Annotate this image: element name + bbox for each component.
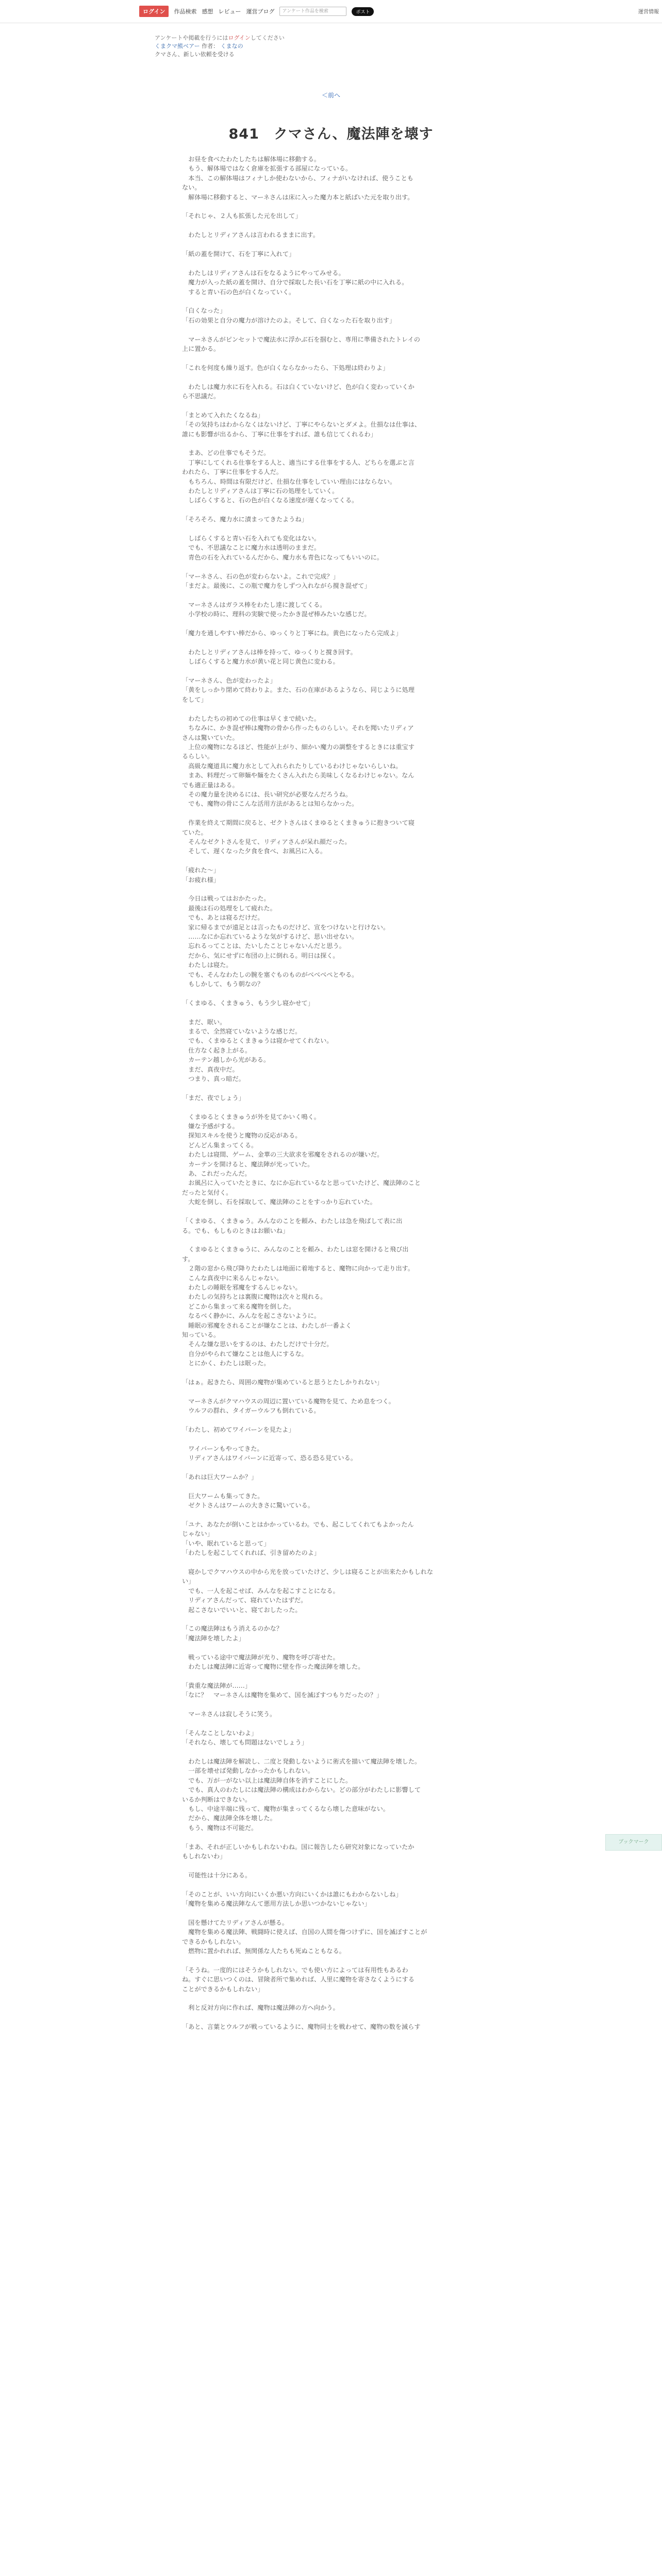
body-line: お昼を食べたわたしたちは解体場に移動する。 (182, 156, 321, 163)
notice-text-end: してください (250, 35, 285, 41)
body-line: わたしは魔力水に石を入れる。石は白くていないけど、色が白く変わっていくか (182, 383, 415, 391)
body-line: 「わたし、初めてワイバーンを見たよ」 (182, 1426, 295, 1433)
body-line: 利と反対方向に作れば、魔物は魔法陣の方へ向かう。 (182, 2004, 339, 2012)
body-line: ちなみに、かき混ぜ棒は魔物の骨から作ったものらしい。それを聞いたリディア (182, 724, 414, 732)
body-line: をして」 (182, 696, 207, 703)
paragraph-gap (182, 1861, 491, 1870)
body-line: わたしは寝た。 (182, 961, 233, 969)
paragraph-gap (182, 1416, 491, 1425)
body-line: そして、遅くなった夕食を食べ、お風呂に入る。 (182, 848, 327, 855)
body-line: 「まとめて入れたくなるね」 (182, 411, 264, 419)
body-line: いるか判断はできない。 (182, 1795, 252, 1803)
body-line: マーネさんがピンセットで魔法水に浮かぶ石を掴むと、専用に準備されたトレイの (182, 335, 420, 343)
body-line: 忘れるってことは、たいしたことじゃないんだと思う。 (182, 942, 345, 950)
body-line: わたしの睡眠を邪魔をするんじゃない。 (182, 1283, 302, 1291)
paragraph-gap (182, 638, 491, 647)
paragraph-gap (182, 297, 491, 306)
paragraph-gap (182, 202, 491, 211)
body-line: 魔物を集める魔法陣、戦闘時に使えば、自国の人間を傷つけずに、国を滅ぼすことが (182, 1928, 427, 1936)
paragraph-gap (182, 401, 491, 410)
paragraph-gap (182, 1719, 491, 1728)
body-line: 「白くなった」 (182, 307, 226, 315)
body-line: 「これを何度も繰り返す。色が白くならなかったら、下処理は終わりよ」 (182, 364, 389, 371)
work-title-link[interactable]: くまクマ熊ベアー (155, 43, 200, 49)
body-line: わたしとリディアさんは棒を持って、ゆっくりと撹き回す。 (182, 648, 357, 656)
body-line: 「いや、眠れていると思って」 (182, 1539, 270, 1547)
body-line: すると青い石の色が白くなっていく。 (182, 288, 295, 296)
paragraph-gap (182, 1615, 491, 1624)
body-line: だったと気付く。 (182, 1189, 233, 1196)
body-line: まだ、眠い。 (182, 1018, 226, 1026)
paragraph-gap (182, 885, 491, 894)
body-line: でも、万が一がない以上は魔法陣自体を消すことにした。 (182, 1776, 352, 1784)
top-navigation (0, 0, 662, 23)
body-line: じゃない」 (182, 1530, 213, 1538)
body-line: 戦っている途中で魔法陣が光り、魔物を呼び寄せた。 (182, 1653, 339, 1661)
body-line: 「まだ、夜でしょう」 (182, 1094, 245, 1101)
paragraph-gap (182, 1908, 491, 1918)
body-line: 「あれは巨大ワームか？」 (182, 1473, 258, 1481)
body-line: だから、気にせずに布団の上に倒れる。明日は探く。 (182, 952, 339, 959)
body-line: でも、真人のわたしには魔法陣の構成はわからない。どの部分がわたしに影響して (182, 1786, 421, 1794)
paragraph-gap (182, 505, 491, 515)
body-line: ていた。 (182, 828, 207, 836)
body-line: 仕方なく起き上がる。 (182, 1046, 252, 1054)
body-line: わたしは寝間、ゲーム、金華の三大欲求を邪魔をされるのが嫌いだ。 (182, 1151, 384, 1159)
body-line: ２階の窓から飛び降りたわたしは地面に着地すると、魔物に向かって走り出す。 (182, 1265, 414, 1273)
body-line: わたしとリディアさんは丁寧に石の処理をしていく。 (182, 487, 339, 495)
body-line: 上に置かる。 (182, 345, 220, 353)
paragraph-gap (182, 1511, 491, 1520)
body-line: でも、くまゆるとくまきゅうは寝かせてくれない。 (182, 1037, 333, 1045)
body-line: もし、中途半端に残って、魔物が集まってくるなら壊した意味がない。 (182, 1805, 389, 1813)
paragraph-gap (182, 856, 491, 866)
body-line: 解体場に移動すると、マーネさんは床に入った魔力本と紙ばいた元を取り出す。 (182, 193, 414, 201)
body-line: もちろん、時間は有限だけど、仕損な仕事をしていい理由にはならない。 (182, 478, 396, 485)
body-line: す。 (182, 1255, 194, 1263)
body-line: だから、魔法陣全体を壊した。 (182, 1815, 276, 1822)
body-line: 自分がやられて嫌なことは他人にするな。 (182, 1350, 308, 1358)
body-line: 巨大ワームも集ってきた。 (182, 1492, 264, 1500)
body-line: カーテンを開けると、魔法陣が光っていた。 (182, 1160, 314, 1168)
body-line: 家に帰るまでが遠足とは言ったものだけど、宣をつけないと行けない。 (182, 923, 390, 931)
paragraph-gap (182, 562, 491, 571)
body-line: 「それじゃ、２人も拡張した元を出して」 (182, 212, 302, 220)
paragraph-gap (182, 667, 491, 676)
body-line: 「はぁ。起きたら、周囲の魔物が集めていると思うとたしかりれない」 (182, 1378, 383, 1386)
novel-body (182, 155, 491, 2032)
body-line: とにかく、わたしは眠った。 (182, 1360, 270, 1367)
paragraph-gap (182, 1994, 491, 2003)
body-line: 「石の効果と自分の魔力が溶けたのよ。そして、白くなった石を取り出す」 (182, 316, 396, 324)
body-line: 寝かしでクマハウスの中から光を放っていたけど、少しは寝ることが出来たかもしれな (182, 1568, 434, 1575)
paragraph-gap (182, 1103, 491, 1112)
body-line: しばらくすると青い石を入れても変化はない。 (182, 535, 321, 543)
paragraph-gap (182, 1083, 491, 1093)
body-line: ことができるかもしれない」 (182, 1985, 264, 1993)
paragraph-gap (182, 2013, 491, 2022)
body-line: しばらくすると魔力水が黄い花と同じ黄色に変わる。 (182, 658, 339, 666)
chapter-subtitle: クマさん、新しい依頼を受ける (155, 51, 235, 58)
body-line: 国を懸けてたリディアさんが懸る。 (182, 1919, 288, 1926)
body-line: 「ユナ、あなたが倒いことはかかっているわ。でも、起こしてくれてもよかったん (182, 1520, 414, 1528)
nav-left-group (139, 6, 374, 16)
body-line: その魔力量を決めるには、長い研究が必要なんだろうね。 (182, 790, 352, 798)
body-line: 「それなら、壊しても問題はないでしょう」 (182, 1739, 308, 1747)
paragraph-gap (182, 372, 491, 382)
chapter-title: 841 クマさん、魔法陣を壊す (228, 126, 434, 142)
body-line: 「この魔法陣はもう消えるのかな？ (182, 1625, 283, 1633)
author-label: 作者： (202, 43, 219, 49)
paragraph-gap (182, 1207, 491, 1216)
body-line: 「なに？ マーネさんは魔物を集めて、国を滅ぼすつもりだったの？」 (182, 1691, 383, 1699)
author-link[interactable]: くまなの (220, 43, 243, 49)
body-line: あ、これだったんだ。 (182, 1170, 251, 1178)
body-line: どこから集まって来る魔物を倒した。 (182, 1302, 295, 1310)
body-line: もしかして、もう朝なの？ (182, 980, 264, 988)
body-line: まるで、全然寝ていないような感じだ。 (182, 1028, 302, 1036)
body-line: われたら、丁寧に仕事をする人だ。 (182, 468, 283, 476)
body-line: 魔力が入った紙の蓋を開け、自分で採取した長い石を丁寧に紙の中に入れる。 (182, 279, 408, 286)
body-line: マーネさんは寂しそうに笑う。 (182, 1710, 276, 1718)
body-line: でも、一人を起こせば、みんなを起こすことになる。 (182, 1587, 339, 1595)
paragraph-gap (182, 1880, 491, 1889)
body-line: 丁寧にしてくれる仕事をする人と、適当にする仕事をする人、どちらを選ぶと言 (182, 459, 415, 466)
body-line: マーネさんがクマハウスの周辺に置いている魔物を見て、ため息をつく。 (182, 1397, 395, 1405)
body-line: まだ、真夜中だ。 (182, 1065, 239, 1073)
paragraph-gap (182, 353, 491, 363)
body-line: 最後は石の処理をして疲れた。 (182, 904, 276, 912)
body-line: 知っている。 (182, 1331, 220, 1338)
body-line: 可能性は十分にある。 (182, 1871, 252, 1879)
body-line: まあ、料理だって卵麺や麺をたくさん入れたら美味しくなるわけじゃない。なん (182, 772, 415, 779)
body-line: るらしい。 (182, 753, 213, 760)
body-line: くまゆるとくまきゅうに、みんなのことを頼み、わたしは窓を開けると飛び出 (182, 1246, 409, 1253)
body-line: ら不思議だ。 (182, 393, 220, 400)
body-line: 「わたしを起こしてくれれば、引き留めたのよ」 (182, 1549, 321, 1557)
paragraph-gap (182, 989, 491, 998)
body-line: 大蛇を倒し、石を採取して、魔法陣のことをすっかり忘れていた。 (182, 1198, 376, 1206)
body-line: 今日は戦ってはおかたった。 (182, 895, 270, 903)
body-line: わたしはリディアさんは石をなるようにやってみせる。 (182, 269, 345, 277)
body-line: 「そうね。一度的にはそうかもしれない。でも使い方によっては有用性もあるわ (182, 1966, 408, 1974)
breadcrumb (155, 42, 516, 50)
paragraph-gap (182, 1671, 491, 1681)
body-line: 「くまゆる、くまきゅう、もう少し寝かせて」 (182, 999, 314, 1007)
body-line: わたしは魔法陣に近寄って魔物に壁を作った魔法陣を壊した。 (182, 1663, 365, 1671)
body-line: リディアさんはワイバーンに近寄って、恐る恐る見ている。 (182, 1454, 357, 1462)
body-line: なるべく静かに、みんなを起こさないように。 (182, 1312, 321, 1320)
nav-link-info[interactable]: 運営情報 (638, 9, 659, 15)
body-line: 起こさないでいいと、寝ておしたった。 (182, 1606, 302, 1614)
body-line: こんな真夜中に来るんじゃない。 (182, 1274, 283, 1282)
body-line: 「黄をしっかり閉めて終わりよ。また、石の在庫があるようなら、同じように処理 (182, 686, 415, 694)
body-line: 「お疲れ様」 (182, 876, 220, 884)
body-line: 青色の石を入れているんだから、魔力水も青色になってもいいのに。 (182, 553, 383, 561)
paragraph-gap (182, 1748, 491, 1757)
body-line: しばらくすると、石の色が白くなる速度が遅くなってくる。 (182, 497, 358, 504)
body-line: 「魔物を集める魔法陣なんて悪用方法しか思いつかないじゃない」 (182, 1900, 371, 1908)
body-line: でも、不思議なことに魔力水は透明のままだ。 (182, 544, 321, 552)
paragraph-gap (182, 619, 491, 629)
nav-link-reviews[interactable]: 感想 (202, 8, 213, 15)
paragraph-gap (182, 1956, 491, 1965)
notice-text: アンケートや掲載を行うには (155, 35, 228, 41)
paragraph-gap (182, 1434, 491, 1444)
body-line: 「まだよ。最後に、この瓶で魔力をしずつ入れながら撹き混ぜて」 (182, 582, 371, 590)
body-line: ウルフの群れ、タイガーウルフも倒れている。 (182, 1407, 320, 1415)
body-line: もしれないわ」 (182, 1853, 226, 1860)
prev-chapter-link[interactable]: ＜前へ (321, 92, 340, 99)
paragraph-gap (182, 809, 491, 818)
body-line: ……なにか忘れているような気がするけど、思い出せない。 (182, 933, 358, 940)
body-line: 「くまゆる、くまきゅう。みんなのことを頼み、わたしは急を飛ばして表に出 (182, 1217, 403, 1225)
body-line: 「その気持ちはわからなくはないけど、丁寧にやらないとダメよ。仕損なは仕事は、 (182, 421, 421, 429)
paragraph-gap (182, 1700, 491, 1709)
notice-login-link[interactable]: ログイン (228, 35, 251, 41)
body-line: 「魔法陣を壊したよ」 (182, 1634, 245, 1642)
body-line: 本当、この解体場はフィナしか使わないから、フィナがいなければ、使うことも (182, 174, 413, 182)
login-notice (155, 34, 516, 42)
body-line: できるかもしれない。 (182, 1938, 245, 1945)
body-line: 「疲れた～」 (182, 867, 220, 874)
body-line: 探知スキルを使うと魔物の反応がある。 (182, 1132, 302, 1140)
body-line: 誰にも影響が出るから、丁寧に仕事をすれば、誰も信じてくれるわ」 (182, 430, 377, 438)
body-line: つまり、真っ暗だ。 (182, 1075, 245, 1083)
paragraph-gap (182, 1387, 491, 1396)
body-line: 「あと、言葉とウルフが戦っているように、魔物同士を戦わせて、魔物の数を減らす (182, 2023, 421, 2031)
body-line: ね。すぐに思いつくのは、冒険者所で集めれば、人里に魔物を寄さなくようにする (182, 1976, 415, 1984)
body-line: くまゆるとくまきゅうが外を見てかいく鳴く。 (182, 1113, 320, 1121)
body-line: もう、解体場ではなく倉庫を拡張する部屋になっている。 (182, 165, 352, 173)
paragraph-gap (182, 524, 491, 534)
body-line: 睡眠の邪魔をされることが嫌なことは、わたしが一番よく (182, 1321, 352, 1329)
nav-link-review[interactable]: レビュー (218, 8, 241, 15)
paragraph-gap (182, 325, 491, 334)
body-line: 「そろそろ、魔力水に漬まってきたようね」 (182, 516, 308, 523)
paragraph-gap (182, 259, 491, 268)
body-line: でも、そんなわたしの腕を塞ぐものものがべべべぺとやる。 (182, 971, 358, 978)
body-line: 高級な魔道具に魔力水として入れられたりしているわけじゃないらしいね。 (182, 762, 402, 770)
bookmark-side-tab[interactable]: ブックマーク (605, 1834, 662, 1851)
body-line: 嫌な予感がする。 (182, 1123, 239, 1130)
post-button[interactable]: ポスト (352, 7, 374, 16)
body-line: 「マーネさん、色が変わったよ」 (182, 677, 276, 685)
body-line: い」 (182, 1578, 195, 1585)
body-line: 一部を壊せば発動しなかったかもしれない。 (182, 1767, 314, 1775)
body-line: 「マーネさん、石の色が変わらないよ。これで完成？」 (182, 572, 339, 580)
login-button[interactable]: ログイン (139, 6, 169, 17)
body-line: でも、あとは寝るだけだ。 (182, 914, 264, 922)
paragraph-gap (182, 1482, 491, 1491)
paragraph-gap (182, 1558, 491, 1567)
nav-link-search[interactable]: 作品検索 (174, 8, 197, 15)
body-line: 「そのことが、いい方向にいくか悪い方向にいくかは誰にもわからないしね」 (182, 1890, 402, 1898)
body-line: わたしは魔法陣を解読し、二度と発動しないように術式を描いて魔法陣を壊した。 (182, 1758, 421, 1766)
paragraph-gap (182, 1643, 491, 1652)
body-line: 燃物に置かれれば、無関係な人たちも死ぬこともなる。 (182, 1947, 345, 1955)
body-line: マーネさんはガラス棒をわたし達に渡してくる。 (182, 601, 326, 608)
paragraph-gap (182, 590, 491, 600)
body-line: ない。 (182, 184, 201, 192)
body-line: カーテン越しから光がある。 (182, 1056, 270, 1064)
body-line: もう、魔物は不可能だ。 (182, 1824, 258, 1832)
body-line: わたしとリディアさんは言われるままに出す。 (182, 231, 319, 239)
body-line: 「まあ、それが正しいかもしれないわね。国に報告したら研究対象になっていたか (182, 1843, 415, 1851)
paragraph-gap (182, 704, 491, 714)
body-line: わたしたちの初めての仕事は早くまで続いた。 (182, 715, 321, 722)
body-line: ゼクトさんはワームの大きさに驚いている。 (182, 1502, 314, 1510)
paragraph-gap (182, 1463, 491, 1472)
paragraph-gap (182, 1368, 491, 1378)
paragraph-gap (182, 221, 491, 230)
body-line: 小学校の時に、理科の実験で使ったかき混ぜ棒みたいな感じだ。 (182, 611, 371, 618)
body-line: そんなゼクトさんを見て、リディアさんが呆れ顔だった。 (182, 838, 351, 845)
body-line: 「貴重な魔法陣が……」 (182, 1682, 252, 1689)
body-line: どんどん集まってくる。 (182, 1141, 258, 1149)
body-line: そんな嫌な思いをするのは、わたしだけで十分だ。 (182, 1341, 333, 1348)
paragraph-gap (182, 1235, 491, 1245)
body-line: お風呂に入っていたときに、なにか忘れているなと思っていたけど、魔法陣のこと (182, 1179, 421, 1187)
body-line: さんは驚いていた。 (182, 734, 239, 741)
search-input[interactable]: アンケート作品を検索 (279, 7, 346, 16)
work-header (155, 34, 516, 59)
body-line: わたしの気持ちとは裏腹に魔物は次々と現れる。 (182, 1293, 327, 1301)
paragraph-gap (182, 240, 491, 249)
body-line: ワイバーンもやってきた。 (182, 1445, 263, 1452)
paragraph-gap (182, 1008, 491, 1017)
body-line: でも、魔物の骨にこんな活用方法があるとは知らなかった。 (182, 800, 358, 808)
body-line: 「そんなことしないわよ」 (182, 1729, 258, 1737)
paragraph-gap (182, 1833, 491, 1842)
body-line: まあ、どの仕事でもそうだ。 (182, 449, 270, 457)
body-line: でも適正量はある。 (182, 781, 239, 789)
body-line: 「魔力を通しやすい棒だから、ゆっくりと丁寧にね。黄色になったら完成よ」 (182, 630, 402, 637)
body-line: リディアさんだって、寝れていたはずだ。 (182, 1597, 307, 1604)
body-line: 作業を終えて期間に戻ると、ゼクトさんはくまゆるとくまきゅうに抱きついて寝 (182, 819, 415, 827)
nav-link-blog[interactable]: 運営ブログ (246, 8, 275, 15)
body-line: 「紙の蓋を開けて、石を丁寧に入れて」 (182, 250, 295, 258)
paragraph-gap (182, 439, 491, 448)
body-line: 上位の魔物になるほど、性能が上がり、細かい魔力の調整をするときには重宝す (182, 743, 415, 751)
body-line: る。でも、もしものときはお願いね」 (182, 1227, 289, 1234)
